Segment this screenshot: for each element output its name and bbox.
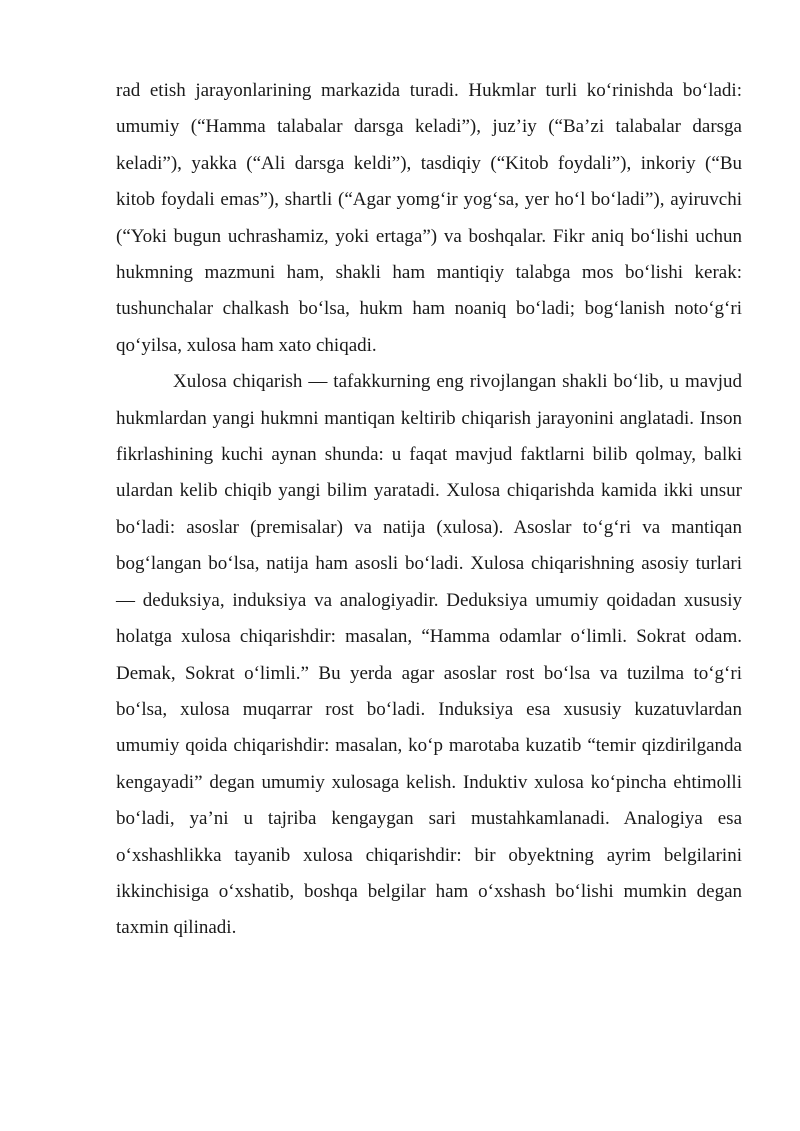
body-text bbox=[116, 73, 742, 947]
paragraph-inference: Xulosa chiqarish — tafakkurning eng rivojlangan shakli bo‘lib, u mavjud hukmlardan yangi hukmni mantiqan keltirib chiqarish jarayonini anglatadi. Inson fikrlashining kuchi aynan shunda: u faqat mavjud faktlarni bilib qolmay, balki ulardan kelib chiqib yangi bilim yaratadi. Xulosa chiqarishda kamida ikki unsur bo‘ladi: asoslar (premisalar) va natija (xulosa). Asoslar to‘g‘ri va mantiqan bog‘langan bo‘lsa, natija ham asosli bo‘ladi. Xulosa chiqarishning asosiy turlari — deduksiya, induksiya va analogiyadir. Deduksiya umumiy qoidadan xususiy holatga xulosa chiqarishdir: masalan, “Hamma odamlar o‘limli. Sokrat odam. Demak, Sokrat o‘limli.” Bu yerda agar asoslar rost bo‘lsa va tuzilma to‘g‘ri bo‘lsa, xulosa muqarrar rost bo‘ladi. Induksiya esa xususiy kuzatuvlardan umumiy qoida chiqarishdir: masalan, ko‘p marotaba kuzatib “temir qizdirilganda kengayadi” degan umumiy xulosaga kelish. Induktiv xulosa ko‘pincha ehtimolli bo‘ladi, ya’ni u tajriba kengaygan sari mustahkamlanadi. Analogiya esa o‘xshashlikka tayanib xulosa chiqarishdir: bir obyektning ayrim belgilarini ikkinchisiga o‘xshatib, boshqa belgilar ham o‘xshash bo‘lishi mumkin degan taxmin qilinadi. bbox=[116, 371, 742, 939]
paragraph-judgments: rad etish jarayonlarining markazida turadi. Hukmlar turli ko‘rinishda bo‘ladi: umumiy (“Hamma talabalar darsga keladi”), juz’iy (“Ba’zi talabalar darsga keladi”), yakka (“Ali darsga keldi”), tasdiqiy (“Kitob foydali”), inkoriy (“Bu kitob foydali emas”), shartli (“Agar yomg‘ir yog‘sa, yer ho‘l bo‘ladi”), ayiruvchi (“Yoki bugun uchrashamiz, yoki ertaga”) va boshqalar. Fikr aniq bo‘lishi uchun hukmning mazmuni ham, shakli ham mantiqiy talabga mos bo‘lishi kerak: tushunchalar chalkash bo‘lsa, hukm ham noaniq bo‘ladi; bog‘lanish noto‘g‘ri qo‘yilsa, xulosa ham xato chiqadi. bbox=[116, 80, 742, 356]
